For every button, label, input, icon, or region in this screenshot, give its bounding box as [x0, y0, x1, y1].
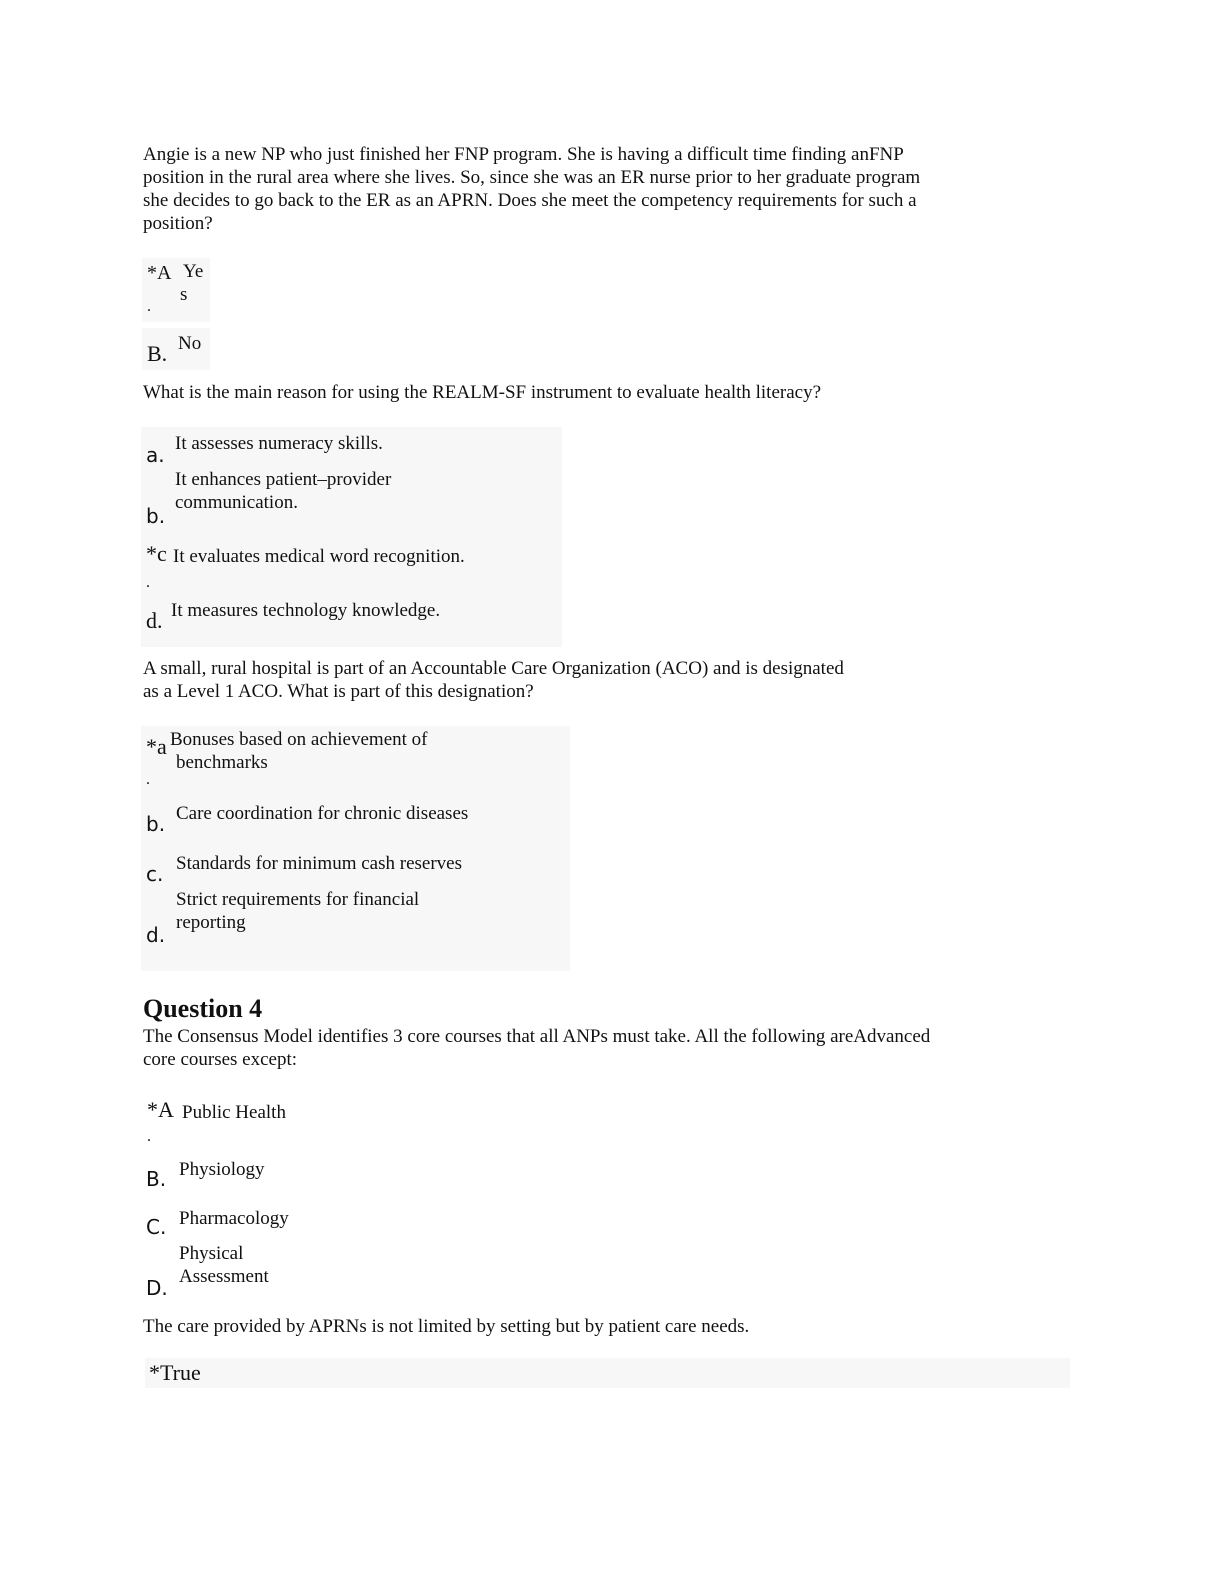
q3-option-d-text-line1: Strict requirements for financial — [176, 889, 420, 910]
q2-option-a-letter: a. — [146, 443, 165, 467]
q5-answer: *True — [149, 1360, 201, 1385]
q4-option-d-letter: D. — [146, 1276, 168, 1300]
q2-option-c-dot: . — [146, 574, 150, 591]
q3-option-c-text: Standards for minimum cash reserves — [176, 853, 462, 874]
q2-stem: What is the main reason for using the REALM-SF instrument to evaluate health literacy? — [143, 382, 822, 403]
q4-option-c-letter: C. — [146, 1215, 167, 1239]
q2-option-b-text-line2: communication. — [175, 492, 298, 513]
q5-stem: The care provided by APRNs is not limited by setting but by patient care needs. — [143, 1316, 750, 1337]
q1-stem-line: Angie is a new NP who just finished her FNP program. She is having a difficult time finding anFNP — [143, 144, 904, 165]
q3-option-a-text-line2: benchmarks — [176, 752, 268, 773]
q2-option-b-letter: b. — [146, 504, 166, 528]
q2-option-d-letter: d. — [146, 608, 163, 633]
q4-option-b-letter: B. — [146, 1167, 167, 1191]
q1-option-a-letter: *A — [147, 262, 172, 284]
q2-option-a-text: It assesses numeracy skills. — [175, 433, 383, 454]
q1-option-b[interactable] — [142, 328, 210, 370]
q4-heading: Question 4 — [143, 994, 263, 1023]
q2-option-c-text: It evaluates medical word recognition. — [173, 546, 465, 567]
q3-stem — [143, 657, 1048, 703]
q5-answer-box[interactable] — [145, 1358, 1070, 1388]
q1-option-a-text-line1: Ye — [183, 261, 204, 282]
q3-stem-line: A small, rural hospital is part of an Accountable Care Organization (ACO) and is designated — [143, 658, 844, 679]
q1-stem-line: position in the rural area where she lives. So, since she was an ER nurse prior to her graduate program — [143, 167, 921, 188]
q1-option-b-text: No — [178, 333, 202, 354]
q4-option-a-dot: . — [147, 1128, 151, 1145]
q3-option-a-dot: . — [146, 771, 150, 788]
q4-stem — [143, 1025, 1048, 1071]
q3-option-c-letter: c. — [146, 862, 164, 886]
q1-option-b-letter: B. — [147, 341, 168, 366]
q3-option-b-text: Care coordination for chronic diseases — [176, 803, 469, 824]
q1-option-a[interactable] — [142, 258, 210, 322]
q1-stem-line: position? — [143, 213, 213, 234]
q1-stem — [143, 143, 1048, 235]
q3-option-d-letter: d. — [146, 923, 166, 947]
q3-option-d-text-line2: reporting — [176, 912, 246, 933]
q4-option-c-text: Pharmacology — [179, 1208, 289, 1229]
q4-stem-line: core courses except: — [143, 1049, 298, 1070]
q3-option-a-letter: *a — [146, 734, 167, 759]
q3-option-a-text-line1: Bonuses based on achievement of — [170, 729, 428, 750]
q3-option-b-letter: b. — [146, 812, 166, 836]
q3-options-box — [141, 726, 570, 971]
q4-stem-line: The Consensus Model identifies 3 core courses that all ANPs must take. All the following areAdvanced — [143, 1026, 931, 1047]
q2-option-b-text-line1: It enhances patient–provider — [175, 469, 392, 490]
q2-option-d-text: It measures technology knowledge. — [171, 600, 441, 621]
q1-option-a-dot: . — [147, 298, 151, 315]
q4-option-b-text: Physiology — [179, 1159, 265, 1180]
q4-option-a-text: Public Health — [182, 1102, 286, 1123]
q3-stem-line: as a Level 1 ACO. What is part of this designation? — [143, 681, 534, 702]
q4-option-d-text-line2: Assessment — [179, 1266, 269, 1287]
q2-options-box — [141, 427, 562, 647]
q1-option-a-text-line2: s — [180, 284, 188, 305]
q4-option-a-letter: *A — [147, 1097, 174, 1122]
q2-option-c-letter: *c — [146, 541, 167, 566]
q4-option-d-text-line1: Physical — [179, 1243, 244, 1264]
q1-stem-line: she decides to go back to the ER as an APRN. Does she meet the competency requirements for such a — [143, 190, 917, 211]
